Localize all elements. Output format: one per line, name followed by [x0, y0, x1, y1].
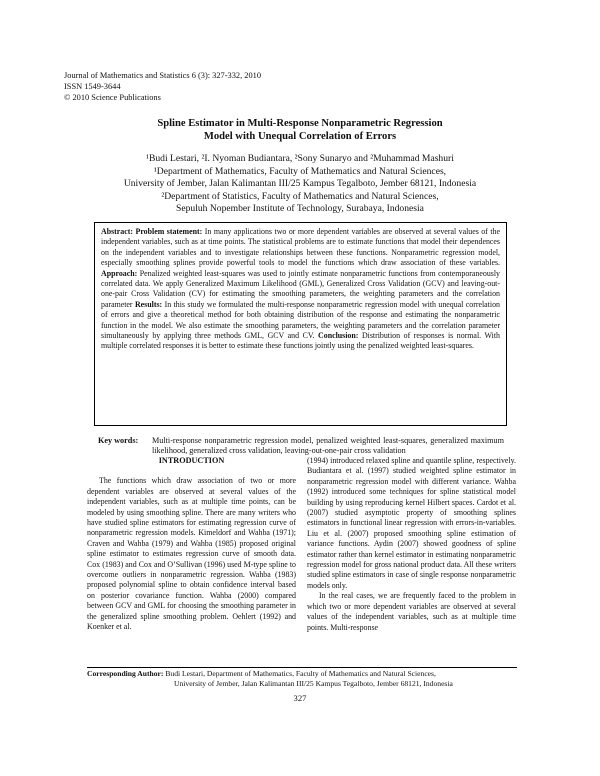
abstract-box: [94, 222, 507, 426]
affiliation-2-line-2: Sepuluh Nopember Institute of Technology, Surabaya, Indonesia: [176, 203, 424, 215]
right-column: [307, 456, 516, 633]
author-list: ¹Budi Lestari, ²I. Nyoman Budiantara, ²Sony Sunaryo and ²Muhammad Mashuri: [146, 153, 454, 164]
journal-copyright: © 2010 Science Publications: [64, 93, 161, 102]
journal-issn: ISSN 1549-3644: [64, 82, 121, 91]
keywords: [98, 436, 504, 457]
author-block: [0, 153, 600, 216]
corresponding-author-line-1: Budi Lestari, Department of Mathematics, Faculty of Mathematics and Natural Sciences,: [165, 669, 436, 678]
results-label: Results:: [134, 299, 163, 309]
problem-statement-text: In many applications two or more dependent variables are observed at several values of the independent variables, such as at time points. The statistical problems are to estimate functions that model their dependences on the independent variables and to investigate relationships between these functions. Nonparametric regression model, especially smoothing splines provide powerful tools to model the functions which draw association of these variables.: [101, 227, 500, 268]
affiliation-2-line-1: ²Department of Statistics, Faculty of Mathematics and Natural Sciences,: [161, 190, 439, 202]
introduction-paragraph-1: The functions which draw association of two or more dependent variables are observed at several values of the independent variables, such as at multiple time points, can be modeled by using smoothing spline. There are many writers who have studied spline estimators for estimating regression curve of nonparametric regression models. Kimeldorf and Wahba (1971); Craven and Wahba (1979) and Wahba (1985) proposed original spline estimator to estimates regression curve of smooth data. Cox (1983) and Cox and O’Sullivan (1996) used M-type spline to overcome outliers in nonparametric regression. Wahba (1983) proposed polynomial spline to obtain confidence interval based on posterior covariance function. Wahba (2000) compared between GCV and GML for choosing the smoothing parameter in the generalized spline smoothing problem. Oehlert (1992) and Koenker et al.: [87, 476, 296, 632]
affiliation-1-line-2: University of Jember, Jalan Kalimantan III/25 Kampus Tegalboto, Jember 68121, Indonesia: [123, 178, 477, 190]
title-line-2: Model with Unequal Correlation of Errors: [203, 131, 397, 142]
journal-header: [64, 70, 261, 103]
introduction-heading: INTRODUCTION: [158, 456, 225, 465]
title-line-1: Spline Estimator in Multi-Response Nonparametric Regression: [157, 118, 443, 129]
approach-text: Penalized weighted least-squares was used to jointly estimate nonparametric functions from contemporaneously correlated data. We apply Generalized Maximum Likelihood (GML), Generalized Cross Validation (GCV) and leaving-out-one-pair Cross Validation (CV) for estimating the smoothing parameters, the weighting parameters and the correlation parameter: [101, 268, 500, 309]
conclusion-text: Distribution of responses is normal. With multiple correlated responses it is better to estimate these functions jointly using the penalized weighted least-squares.: [101, 331, 500, 351]
introduction-paragraph-3: In the real cases, we are frequently faced to the problem in which two or more dependent variables are observed at several values of the independent variables, such as at multiple time points. Multi-response: [307, 591, 516, 632]
corresponding-author-line-2: University of Jember, Jalan Kalimantan III/25 Kampus Tegalboto, Jember 68121, Indonesia: [174, 679, 453, 688]
journal-citation: Journal of Mathematics and Statistics 6 (3): 327-332, 2010: [64, 71, 262, 80]
corresponding-author: [87, 669, 517, 689]
page-number: 327: [293, 693, 307, 703]
results-text: In this study we formulated the multi-response nonparametric regression model with unequal correlation of errors and give a theoretical method for both obtaining distribution of the response and estimating the nonparametric function in the model. We also estimate the smoothing parameters, the weighting parameters and the correlation parameter simultaneously by applying three methods GML, GCV and CV.: [101, 299, 500, 341]
introduction-paragraph-2: (1994) introduced relaxed spline and quantile spline, respectively. Budiantara et al. (1997) studied weighted spline estimator in nonparametric regression model with different variance. Wahba (1992) introduced some techniques for spline statistical model building by using reproducing kernel Hilbert spaces. Cardot et al. (2007) studied asymptotic property of smoothing splines estimators in functional linear regression with errors-in-variables. Liu et al. (2007) proposed smoothing spline estimation of variance functions. Aydin (2007) showed goodness of spline estimator rather than kernel estimator in estimating nonparametric regression model for gross national product data. All these writers studied spline estimators in case of single response nonparametric models only.: [307, 456, 516, 590]
affiliation-1-line-1: ¹Department of Mathematics, Faculty of Mathematics and Natural Sciences,: [153, 165, 447, 177]
paper-title: [0, 117, 600, 143]
corresponding-author-label: Corresponding Author:: [87, 669, 164, 678]
left-column: [87, 456, 296, 633]
problem-statement-label: Problem statement:: [135, 227, 203, 236]
conclusion-label: Conclusion:: [318, 331, 359, 341]
keywords-text: Multi-response nonparametric regression model, penalized weighted least-squares, generalized maximum likelihood, generalized cross validation, leaving-out-one-pair cross validation: [152, 436, 504, 456]
abstract-label: Abstract:: [101, 227, 133, 236]
footer-divider: [87, 667, 517, 668]
approach-label: Approach:: [101, 268, 138, 278]
keywords-label: Key words:: [98, 436, 139, 445]
